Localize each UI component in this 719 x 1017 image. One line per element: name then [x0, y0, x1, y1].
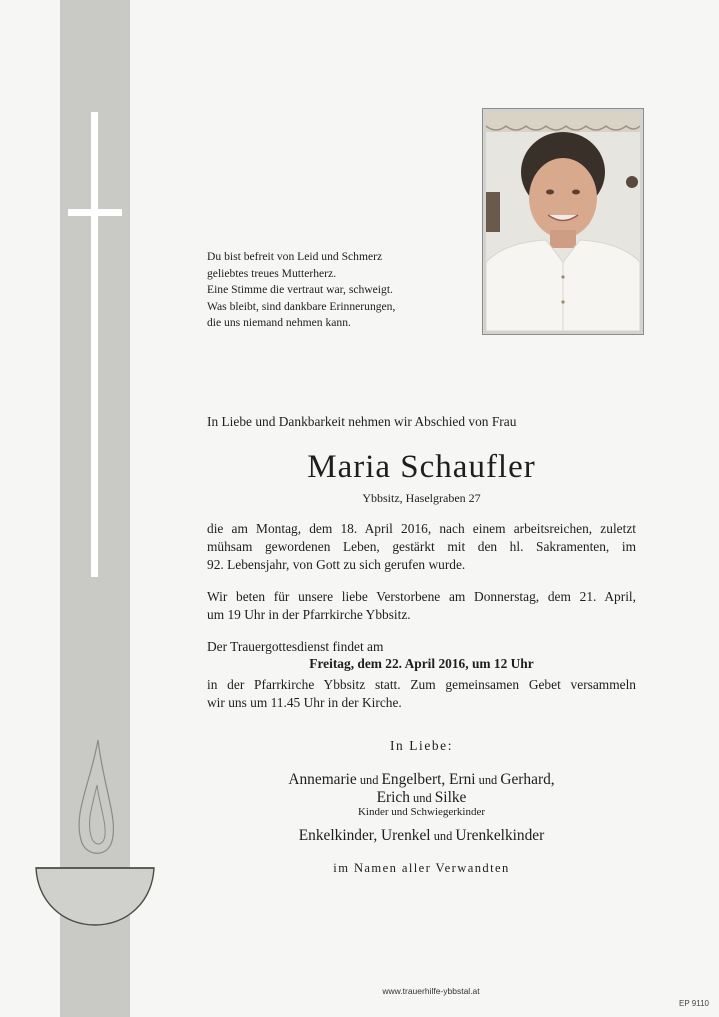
cross-icon-bar	[68, 209, 122, 216]
mourner-name: Engelbert, Erni	[381, 771, 476, 788]
mourners-closing: im Namen aller Verwandten	[333, 861, 510, 875]
paragraph-line: in der Pfarrkirche Ybbsitz statt. Zum gemeinsamen Gebet versammeln	[207, 677, 636, 692]
mourners-subtitle: Kinder und Schwiegerkinder	[357, 806, 486, 818]
mourner-name: Erich	[376, 789, 410, 806]
poem-line: Was bleibt, sind dankbare Erinnerungen,	[207, 299, 396, 313]
mourner-name: Silke	[434, 789, 467, 806]
poem-line: geliebtes treues Mutterherz.	[207, 266, 337, 280]
poem-line: Du bist befreit von Leid und Schmerz	[207, 250, 383, 263]
paragraph-line: wir uns um 11.45 Uhr in der Kirche.	[207, 695, 402, 710]
conjunction: und	[475, 773, 501, 787]
death-paragraph	[207, 520, 636, 574]
mourner-name: Enkelkinder, Urenkel	[298, 827, 431, 844]
portrait-photo-frame	[482, 108, 644, 335]
poem-line: die uns niemand nehmen kann.	[207, 316, 351, 330]
footer-website: www.trauerhilfe-ybbstal.at	[382, 986, 480, 996]
mourners-line-grandchildren	[207, 826, 636, 846]
poem-line: Eine Stimme die vertraut war, schweigt.	[207, 283, 393, 297]
paragraph-line: Wir beten für unsere liebe Verstorbene am Donnerstag, dem 21. April,	[207, 589, 636, 604]
paragraph-line: die am Montag, dem 18. April 2016, nach einem arbeitsreichen, zuletzt	[207, 521, 636, 536]
portrait-photo	[486, 112, 640, 331]
mourner-name: Gerhard,	[500, 771, 555, 788]
mourners-line-children-2	[207, 788, 636, 808]
deceased-address: Ybbsitz, Haselgraben 27	[362, 491, 481, 505]
paragraph-line: 92. Lebensjahr, von Gott zu sich gerufen wurde.	[207, 557, 466, 572]
conjunction: und	[356, 773, 382, 787]
mourners-line-children	[207, 770, 636, 790]
cross-icon	[91, 112, 98, 577]
conjunction: und	[409, 791, 435, 805]
footer-code: EP 9110	[679, 999, 709, 1008]
farewell-intro: In Liebe und Dankbarkeit nehmen wir Abschied von Frau	[207, 414, 517, 429]
prayer-paragraph	[207, 588, 636, 624]
memorial-poem	[207, 249, 437, 332]
service-date: Freitag, dem 22. April 2016, um 12 Uhr	[309, 656, 534, 671]
paragraph-line: mühsam gewordenen Leben, gestärkt mit den hl. Sakramenten, im	[207, 539, 636, 554]
candle-bowl-icon	[30, 735, 160, 935]
paragraph-line: um 19 Uhr in der Pfarrkirche Ybbsitz.	[207, 607, 411, 622]
mourner-name: Urenkelkinder	[455, 827, 545, 844]
mourners-heading: In Liebe:	[389, 738, 454, 753]
deceased-name: Maria Schaufler	[307, 449, 536, 485]
service-intro: Der Trauergottesdienst findet am	[207, 639, 384, 654]
mourner-name: Annemarie	[288, 771, 357, 788]
conjunction: und	[430, 829, 456, 843]
service-paragraph	[207, 676, 636, 712]
